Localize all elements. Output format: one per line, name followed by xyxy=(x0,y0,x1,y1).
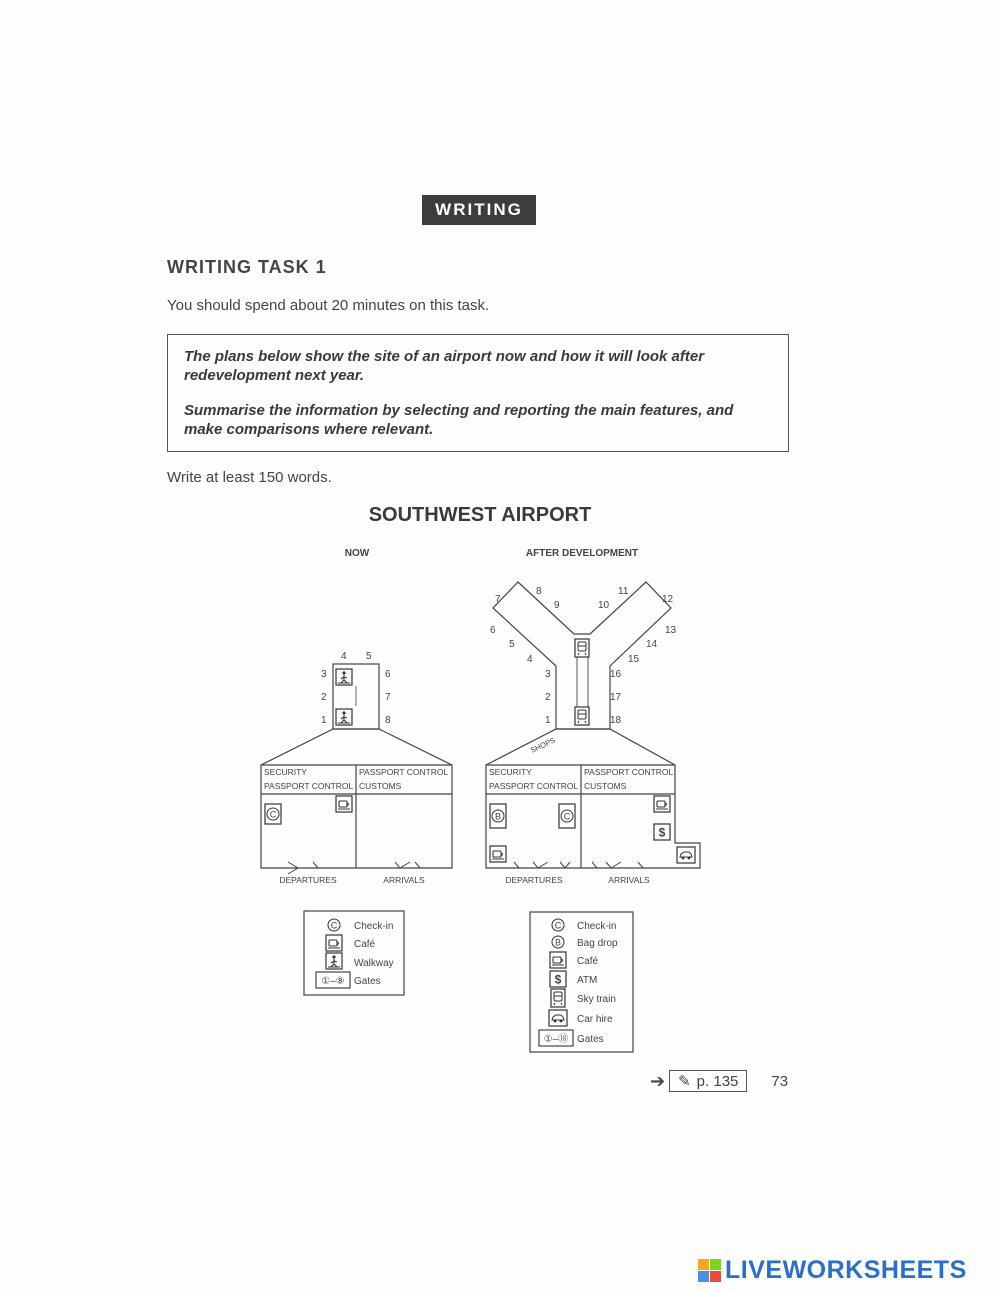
page-number: 73 xyxy=(771,1072,789,1090)
svg-text:B: B xyxy=(494,811,502,822)
gate-number: 6 xyxy=(385,669,391,680)
cafe-icon xyxy=(654,796,670,812)
sky-train-icon xyxy=(575,639,589,657)
now-zone-customs: CUSTOMS xyxy=(359,781,402,791)
legend-label: Gates xyxy=(354,976,381,987)
now-icons xyxy=(265,669,352,824)
gate-number: 7 xyxy=(495,594,501,605)
now-plan-label: NOW xyxy=(344,548,370,559)
walkway-icon xyxy=(336,669,352,685)
gate-number: 11 xyxy=(618,586,629,597)
check-in-icon xyxy=(265,804,281,824)
legend-label: Check-in xyxy=(354,921,394,932)
answer-page-ref: p. 135 xyxy=(696,1072,739,1090)
svg-text:$: $ xyxy=(554,972,562,987)
check-in-icon: C xyxy=(330,920,338,931)
cafe-icon xyxy=(326,935,342,951)
section-badge: WRITING xyxy=(422,195,536,225)
after-zone-passport-right: PASSPORT CONTROL xyxy=(584,767,674,777)
liveworksheets-logo xyxy=(698,1256,967,1285)
walkway-icon xyxy=(336,709,352,725)
after-zone-customs: CUSTOMS xyxy=(584,781,627,791)
brand-name: LIVEWORKSHEETS xyxy=(725,1256,967,1284)
answer-key-link[interactable] xyxy=(669,1070,747,1092)
arrow-right-icon: ➔ xyxy=(650,1070,666,1091)
gate-number: 4 xyxy=(341,651,347,662)
legend-label: Café xyxy=(577,956,599,967)
gate-number: 8 xyxy=(385,715,391,726)
now-legend-items xyxy=(316,919,394,988)
gate-number: 5 xyxy=(366,651,372,662)
after-zone-security: SECURITY xyxy=(489,767,532,777)
gate-number: 4 xyxy=(527,654,533,665)
shops-label: SHOPS xyxy=(529,735,557,755)
gate-number: 1 xyxy=(321,715,327,726)
legend-label: ATM xyxy=(577,975,598,986)
legend-label: Walkway xyxy=(354,958,394,969)
gate-number: 10 xyxy=(598,600,610,611)
gate-number: 15 xyxy=(628,654,640,665)
cafe-icon xyxy=(490,846,506,862)
svg-text:①–⑱: ①–⑱ xyxy=(543,1034,569,1045)
legend-label: Gates xyxy=(577,1034,604,1045)
task-heading: WRITING TASK 1 xyxy=(167,257,327,277)
atm-icon xyxy=(654,824,670,840)
gate-number: 18 xyxy=(610,715,622,726)
car-hire-icon xyxy=(549,1010,567,1026)
now-plan xyxy=(261,664,452,868)
prompt-paragraph-1: The plans below show the site of an airport now and how it will look after redevelopment next year. xyxy=(184,348,705,384)
after-exit-arrows xyxy=(514,862,643,868)
now-departures-label: DEPARTURES xyxy=(279,875,337,885)
after-icons xyxy=(490,639,695,863)
after-zone-passport-left: PASSPORT CONTROL xyxy=(489,781,579,791)
check-in-icon xyxy=(559,804,575,828)
time-instruction: You should spend about 20 minutes on this task. xyxy=(167,297,490,314)
sky-train-icon xyxy=(551,989,565,1007)
gate-number: 1 xyxy=(545,715,551,726)
sky-train-icon xyxy=(575,707,589,725)
gate-number: 7 xyxy=(385,692,391,703)
gate-number: 2 xyxy=(321,692,327,703)
svg-text:$: $ xyxy=(658,825,666,840)
page-reference xyxy=(650,1070,788,1092)
after-plan-label: AFTER DEVELOPMENT xyxy=(525,548,639,559)
svg-text:C: C xyxy=(563,811,571,822)
gate-number: 17 xyxy=(610,692,622,703)
pencil-icon: ✎ xyxy=(678,1073,691,1090)
svg-text:①–⑧: ①–⑧ xyxy=(321,976,345,987)
gate-number: 3 xyxy=(321,669,327,680)
now-zone-passport-right: PASSPORT CONTROL xyxy=(359,767,449,777)
gate-number: 5 xyxy=(509,639,515,650)
bag-drop-icon xyxy=(490,804,506,828)
gate-number: 2 xyxy=(545,692,551,703)
legend-label: Café xyxy=(354,939,376,950)
check-in-icon: C xyxy=(554,920,562,931)
bag-drop-icon: B xyxy=(554,937,562,948)
prompt-paragraph-2: Summarise the information by selecting and reporting the main features, and make comparisons where relevant. xyxy=(184,402,734,438)
gate-number: 8 xyxy=(536,586,542,597)
gate-number: 3 xyxy=(545,669,551,680)
gates-icon xyxy=(316,972,350,988)
logo-mark-icon xyxy=(698,1259,721,1282)
word-count-instruction: Write at least 150 words. xyxy=(167,469,332,486)
cafe-icon xyxy=(550,952,566,968)
legend-label: Car hire xyxy=(577,1014,613,1025)
gate-number: 9 xyxy=(554,600,560,611)
cafe-icon xyxy=(336,796,352,812)
now-arrivals-label: ARRIVALS xyxy=(383,875,425,885)
car-hire-icon xyxy=(677,847,695,863)
svg-text:C: C xyxy=(269,809,277,820)
now-zone-security: SECURITY xyxy=(264,767,307,777)
gate-number: 12 xyxy=(662,594,674,605)
gate-number: 6 xyxy=(490,625,496,636)
legend-label: Bag drop xyxy=(577,938,618,949)
after-legend-items xyxy=(539,919,618,1046)
legend-label: Sky train xyxy=(577,994,616,1005)
gates-icon xyxy=(539,1030,573,1046)
legend-label: Check-in xyxy=(577,921,617,932)
after-departures-label: DEPARTURES xyxy=(505,875,563,885)
now-zone-passport-left: PASSPORT CONTROL xyxy=(264,781,354,791)
atm-icon xyxy=(550,971,566,987)
walkway-icon xyxy=(326,953,342,969)
after-arrivals-label: ARRIVALS xyxy=(608,875,650,885)
gate-number: 16 xyxy=(610,669,622,680)
figure-title: SOUTHWEST AIRPORT xyxy=(368,504,592,526)
gate-number: 13 xyxy=(665,625,677,636)
gate-number: 14 xyxy=(646,639,658,650)
